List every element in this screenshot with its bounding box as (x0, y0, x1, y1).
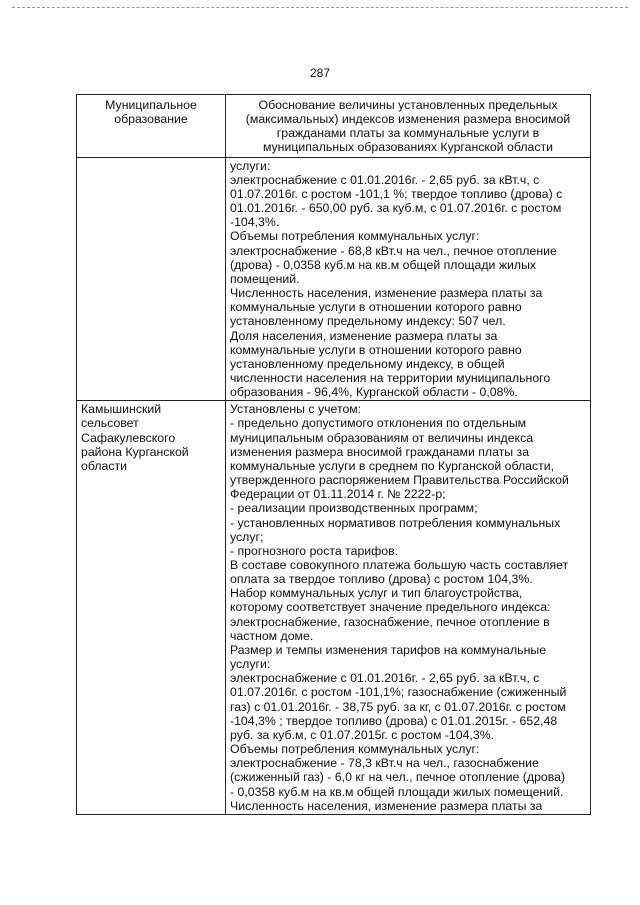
page-number: 287 (309, 66, 331, 80)
text-line: 01.01.2016г. - 650,00 руб. за куб.м, с 01.07.2016г. с ростом (230, 201, 562, 216)
text-line: -104,3%. (230, 215, 280, 230)
text-line: гражданами платы за коммунальные услуги в (276, 126, 540, 141)
text-line: Сафакулевского (81, 430, 176, 445)
text-line: муниципальных образованиях Курганской области (262, 140, 554, 155)
text-line: услуг; (230, 529, 264, 544)
text-line: руб. за куб.м, с 01.07.2015г. с ростом -104,3%. (230, 727, 495, 742)
table-row (77, 401, 591, 815)
text-line: численности населения на территории муниципального (230, 370, 551, 385)
text-line: Размер и темпы изменения тарифов на коммунальные (230, 642, 547, 657)
cell-municipality (77, 401, 226, 815)
text-line: коммунальные услуги в отношении которого равно (230, 342, 522, 357)
text-line: Установлены с учетом: (230, 402, 362, 417)
text-line: Муниципальное (105, 98, 197, 112)
header-municipality (77, 95, 226, 158)
text-line: которому соответствует значение предельного индекса: (230, 600, 551, 615)
text-line: услуги: (230, 657, 271, 672)
text-line: оплата за твердое топливо (дрова) с ростом 104,3%. (230, 572, 533, 587)
text-line: образования - 96,4%, Курганской области - 0,08%. (230, 385, 518, 400)
table-row (77, 157, 591, 401)
text-line: Численность населения, изменение размера платы за (230, 286, 543, 301)
text-line: Доля населения, изменение размера платы за (230, 328, 498, 343)
tariff-justification-table (76, 94, 591, 815)
text-line: электроснабжение с 01.01.2016г. - 2,65 руб. за кВт.ч, с (230, 671, 540, 686)
text-line: частном доме. (230, 628, 314, 643)
text-line: Объемы потребления коммунальных услуг: (230, 229, 480, 244)
text-line: образование (114, 112, 188, 127)
text-line: - реализации производственных программ; (230, 501, 478, 516)
text-line: области (81, 458, 127, 473)
text-line: (максимальных) индексов изменения размера вносимой (245, 112, 571, 127)
header-justification (226, 95, 591, 158)
text-line: Федерации от 01.11.2014 г. № 2222-р; (230, 487, 446, 502)
text-line: установленному предельному индексу: 507 чел. (230, 314, 506, 329)
cell-municipality (77, 157, 226, 401)
text-line: изменения размера вносимой гражданами платы за (230, 444, 530, 459)
text-line: электроснабжение - 78,3 кВт.ч на чел., газоснабжение (230, 756, 539, 771)
text-line: 01.07.2016г. с ростом -101,1 %; твердое топливо (дрова) с (230, 186, 563, 201)
text-line: Обоснование величины установленных предельных (258, 98, 558, 112)
text-line: -104,3% ; твердое топливо (дрова) с 01.01.2015г. - 652,48 (230, 713, 558, 728)
scan-artifact-line (12, 7, 628, 8)
text-line: электроснабжение с 01.01.2016г. - 2,65 руб. за кВт.ч, с (230, 172, 540, 187)
text-line: помещений. (230, 271, 300, 286)
text-line: Камышинский (81, 402, 162, 417)
text-line: коммунальные услуги в среднем по Курганской области, (230, 458, 555, 473)
text-line: района Курганской (81, 444, 189, 459)
text-line: - прогнозного роста тарифов. (230, 543, 399, 558)
text-line: газ) с 01.01.2016г. - 38,75 руб. за кг, с 01.07.2016г. с ростом (230, 699, 566, 714)
text-line: электроснабжение - 68,8 кВт.ч на чел., печное отопление (230, 243, 557, 258)
text-line: - установленных нормативов потребления коммунальных (230, 515, 561, 530)
text-line: установленному предельному индексу, в общей (230, 356, 505, 371)
text-line: муниципальным образованиям от величины индекса (230, 430, 534, 445)
text-line: (дрова) - 0,0358 куб.м на кв.м общей площади жилых (230, 257, 537, 272)
text-line: В составе совокупного платежа большую часть составляет (230, 558, 569, 572)
text-line: 01.07.2016г. с ростом -101,1%; газоснабжение (сжиженный (230, 685, 567, 700)
text-line: - предельно допустимого отклонения по отдельным (230, 416, 527, 431)
text-line: сельсовет (81, 416, 139, 431)
text-line: - 0,0358 куб.м на кв.м общей площади жилых помещений. (230, 784, 564, 799)
table-header-row (77, 95, 591, 158)
text-line: утвержденного распоряжением Правительства Российской (230, 473, 569, 488)
text-line: Численность населения, изменение размера платы за (230, 798, 543, 813)
text-line: услуги: (230, 158, 271, 173)
text-line: коммунальные услуги в отношении которого равно (230, 300, 522, 315)
cell-justification (226, 157, 591, 401)
text-line: Объемы потребления коммунальных услуг: (230, 742, 480, 757)
text-line: электроснабжение, газоснабжение, печное отопление в (230, 614, 550, 629)
text-line: Набор коммунальных услуг и тип благоустройства, (230, 586, 523, 601)
text-line: (сжиженный газ) - 6,0 кг на чел., печное отопление (дрова) (230, 770, 566, 785)
cell-justification (226, 401, 591, 815)
